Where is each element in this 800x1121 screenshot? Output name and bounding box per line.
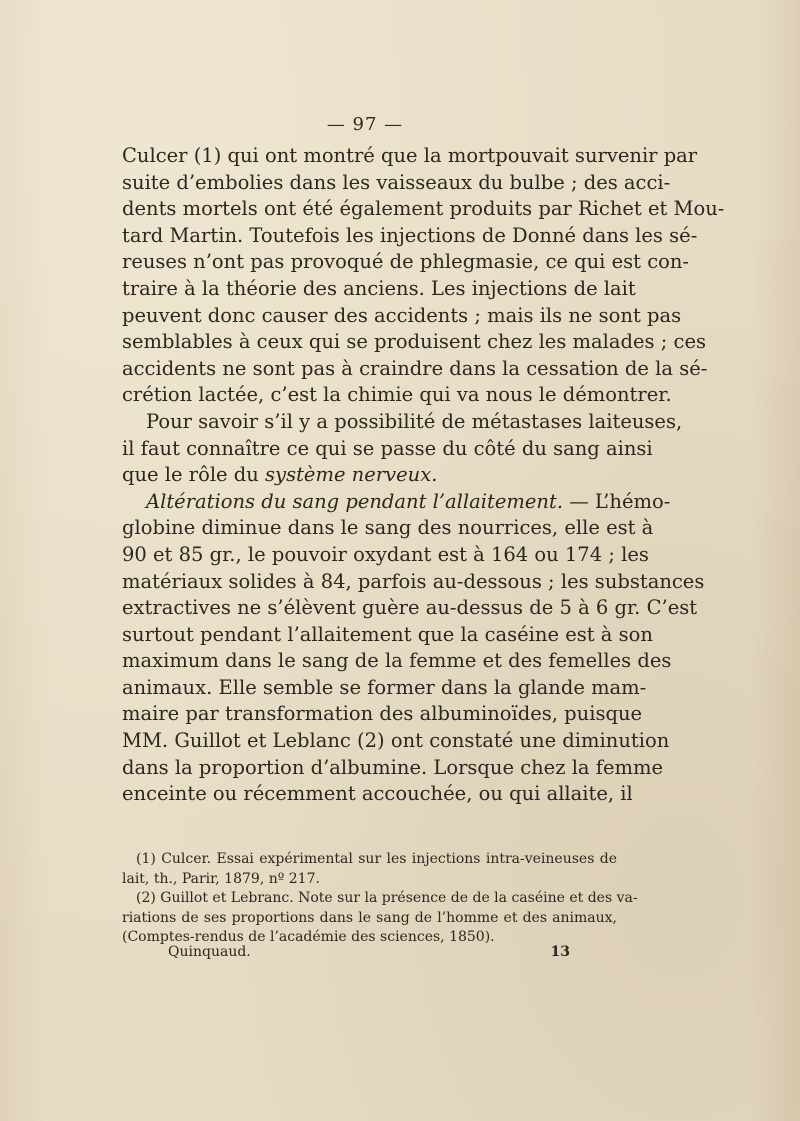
- paragraph-1: [122, 143, 725, 409]
- text-line: animaux. Elle semble se former dans la glande mam-: [122, 675, 647, 699]
- text-line: dans la proportion d’albumine. Lorsque chez la femme: [122, 755, 664, 779]
- text-line: Pour savoir s’il y a possibilité de métastases laiteuses,: [146, 409, 683, 433]
- footnote-line: lait, th., Parir, 1879, nº 217.: [122, 870, 320, 887]
- footnotes: [122, 850, 638, 948]
- text-line: enceinte ou récemment accouchée, ou qui allaite, il: [122, 782, 633, 806]
- footnote-line: (2) Guillot et Lebranc. Note sur la présence de de la caséine et des va-: [136, 890, 638, 906]
- text-line: Culcer (1) qui ont montré que la mortpouvait survenir par: [122, 144, 698, 167]
- text-line: traire à la théorie des anciens. Les injections de lait: [122, 276, 636, 300]
- text-line: extractives ne s’élèvent guère au-dessus de 5 à 6 gr. C’est: [122, 596, 698, 620]
- footnote-line: (Comptes-rendus de l’académie des sciences, 1850).: [122, 929, 495, 945]
- footnote-line: riations de ses proportions dans le sang de l’homme et des animaux,: [122, 909, 617, 926]
- text-line: [122, 462, 617, 489]
- italic-term: système nerveux.: [265, 463, 438, 487]
- text-line: peuvent donc causer des accidents ; mais ils ne sont pas: [122, 303, 682, 327]
- sheet-number: 13: [550, 944, 570, 960]
- text-line: surtout pendant l’allaitement que la caséine est à son: [122, 622, 653, 646]
- paragraph-2: [122, 409, 683, 489]
- text-line: suite d’embolies dans les vaisseaux du bulbe ; des acci-: [122, 170, 671, 194]
- signature-row: [168, 944, 570, 960]
- text-line: matériaux solides à 84, parfois au-dessous ; les substances: [122, 569, 705, 593]
- footnote-line: (1) Culcer. Essai expérimental sur les injections intra-veineuses de: [136, 851, 617, 867]
- text-line: il faut connaître ce qui se passe du côté du sang ainsi: [122, 436, 653, 460]
- main-text: [122, 143, 725, 808]
- text-line: [122, 489, 671, 516]
- text-line: dents mortels ont été également produits par Richet et Mou-: [122, 197, 725, 221]
- text-line: reuses n’ont pas provoqué de phlegmasie, ce qui est con-: [122, 250, 690, 274]
- text-line: globine diminue dans le sang des nourrices, elle est à: [122, 516, 654, 540]
- text-line: MM. Guillot et Leblanc (2) ont constaté une diminution: [122, 729, 670, 753]
- text-line: 90 et 85 gr., le pouvoir oxydant est à 164 ou 174 ; les: [122, 542, 649, 566]
- text-fragment: — L’hémo-: [563, 489, 671, 513]
- page-number: — 97 —: [326, 114, 404, 135]
- paragraph-3: [122, 489, 705, 808]
- text-line: semblables à ceux qui se produisent chez les malades ; ces: [122, 330, 706, 354]
- text-fragment: que le rôle du: [122, 463, 266, 487]
- author-signature: Quinquaud.: [168, 944, 251, 960]
- text-line: tard Martin. Toutefois les injections de Donné dans les sé-: [122, 223, 698, 247]
- text-line: maximum dans le sang de la femme et des femelles des: [122, 649, 672, 673]
- section-heading: Altérations du sang pendant l’allaitement.: [146, 489, 564, 513]
- text-line: maire par transformation des albuminoïdes, puisque: [122, 702, 643, 726]
- text-line: crétion lactée, c’est la chimie qui va nous le démontrer.: [122, 383, 672, 407]
- text-line: accidents ne sont pas à craindre dans la cessation de la sé-: [122, 356, 708, 380]
